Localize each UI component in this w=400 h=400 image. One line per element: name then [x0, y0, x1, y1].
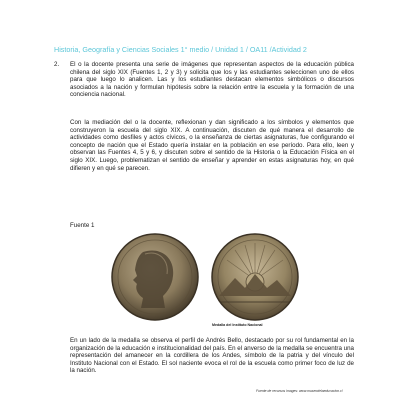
medal-reverse — [212, 234, 298, 320]
medal-description: En un lado de la medalla se observa el perfil de Andrés Bello, destacado por su rol fundamental en la organización de la educación e institucionalidad del país. En el anverso de la medalla se encuentra una representación del amanecer en la cordillera de los Andes, símbolo de la patria y del vínculo del Instituto Nacional con el Estado. El sol naciente evoca el rol de la escuela como primer foco de luz de la nación. — [70, 337, 354, 375]
medal-obverse — [112, 234, 198, 320]
breadcrumb-header: Historia, Geografía y Ciencias Sociales 1° medio / Unidad 1 / OA11 /Actividad 2 — [54, 45, 307, 54]
activity-number: 2. — [54, 61, 60, 68]
activity-paragraph-1: El o la docente presenta una serie de imágenes que representan aspectos de la educación pública chilena del siglo XIX (Fuentes 1, 2 y 3) y solicita que los y las estudiantes seleccionen uno de ellos para que luego lo analicen. Las y los estudiantes destacan elementos simbólicos o discursos asociados a la nación y formulan hipótesis sobre la relación entre la escuela y la formación de una conciencia nacional. — [70, 61, 354, 99]
medal-caption: Medalla del Instituto Nacional — [212, 323, 263, 327]
medal-image — [103, 232, 303, 322]
source-note: Fuente de recursos images: www.museodelaeducacion.cl — [256, 389, 343, 393]
activity-paragraph-2: Con la mediación del o la docente, reflexionan y dan significado a los símbolos y elementos que construyeron la escuela del siglo XIX. A continuación, discuten de qué manera el desarrollo de actividades como desfiles y actos cívicos, o la enseñanza de ciertas asignaturas, fue configurando el concepto de nación que el Estado quería instalar en la población en ese período. Para ello, leen y observan las Fuentes 4, 5 y 6, y discuten sobre el sentido de la Historia o la Educación Física en el siglo XIX. Luego, problematizan el sentido de enseñar y aprender en estas asignaturas hoy, en qué difieren y en qué se parecen. — [70, 119, 354, 172]
fuente-label: Fuente 1 — [70, 222, 95, 229]
